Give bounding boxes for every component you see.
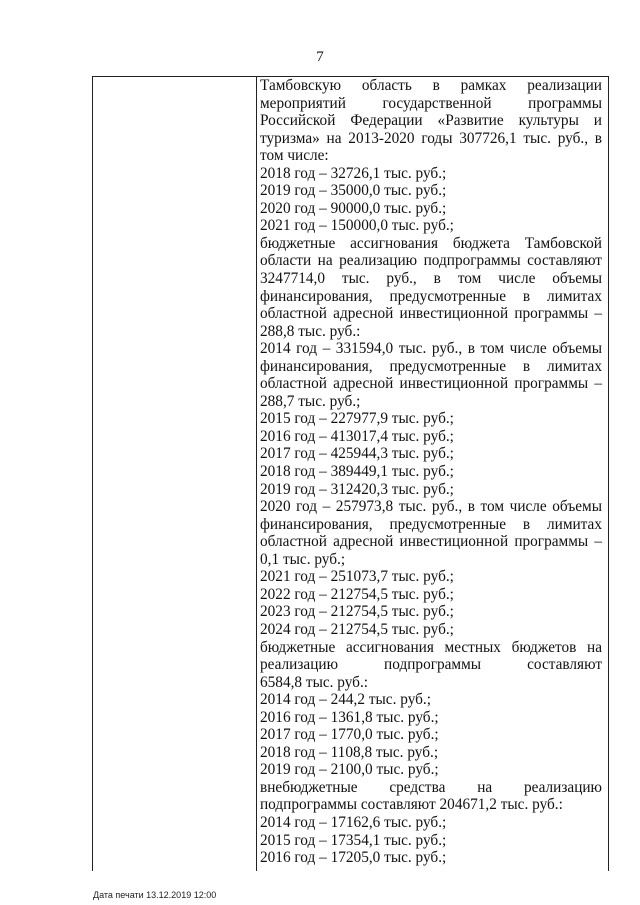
text-line: 2018 год – 32726,1 тыс. руб.;	[260, 164, 447, 182]
text-line: 2016 год – 17205,0 тыс. руб.;	[260, 849, 447, 867]
print-date: Дата печати 13.12.2019 12:00	[93, 890, 217, 900]
text-line: реализацию подпрограммы составляют	[260, 656, 602, 674]
text-line: областной адресной инвестиционной программы –	[260, 533, 602, 551]
text-line: 2020 год – 90000,0 тыс. руб.;	[260, 199, 447, 217]
text-line: 2016 год – 413017,4 тыс. руб.;	[260, 427, 454, 445]
text-line: 2014 год – 244,2 тыс. руб.;	[260, 691, 431, 709]
text-line: 0,1 тыс. руб.;	[260, 550, 346, 568]
text-line: 2021 год – 251073,7 тыс. руб.;	[260, 568, 454, 586]
text-line: том числе:	[260, 147, 329, 165]
text-line: 2014 год – 17162,6 тыс. руб.;	[260, 813, 447, 831]
text-line: 2019 год – 2100,0 тыс. руб.;	[260, 761, 439, 779]
text-line: 288,8 тыс. руб.:	[260, 322, 361, 340]
text-line: 2017 год – 1770,0 тыс. руб.;	[260, 726, 439, 744]
text-line: 2024 год – 212754,5 тыс. руб.;	[260, 620, 454, 638]
text-line: туризма» на 2013-2020 годы 307726,1 тыс. руб., в	[260, 129, 602, 147]
text-line: 2017 год – 425944,3 тыс. руб.;	[260, 445, 454, 463]
text-line: 288,7 тыс. руб.;	[260, 392, 361, 410]
text-line: 2014 год – 331594,0 тыс. руб., в том числе объемы	[260, 340, 602, 358]
column-divider	[256, 77, 257, 871]
text-line: 2023 год – 212754,5 тыс. руб.;	[260, 603, 454, 621]
text-line: 2018 год – 389449,1 тыс. руб.;	[260, 463, 454, 481]
text-line: 2015 год – 17354,1 тыс. руб.;	[260, 831, 447, 849]
text-line: Российской Федерации «Развитие культуры и	[260, 112, 602, 130]
text-line: 2018 год – 1108,8 тыс. руб.;	[260, 743, 439, 761]
text-line: финансирования, предусмотренные в лимитах	[260, 287, 602, 305]
page-number: 7	[316, 49, 324, 65]
text-line: 2020 год – 257973,8 тыс. руб., в том числе объемы	[260, 498, 602, 516]
text-line: 6584,8 тыс. руб.:	[260, 673, 369, 691]
text-line: 2019 год – 35000,0 тыс. руб.;	[260, 182, 447, 200]
text-line: 2016 год – 1361,8 тыс. руб.;	[260, 708, 439, 726]
funding-table	[92, 76, 609, 871]
text-line: 2015 год – 227977,9 тыс. руб.;	[260, 410, 454, 428]
text-line: Тамбовскую область в рамках реализации	[260, 77, 602, 94]
text-line: областной адресной инвестиционной программы –	[260, 375, 602, 393]
text-line: области на реализацию подпрограммы составляют	[260, 252, 602, 270]
text-line: мероприятий государственной программы	[260, 94, 602, 112]
text-line: 2019 год – 312420,3 тыс. руб.;	[260, 480, 454, 498]
text-line: 2022 год – 212754,5 тыс. руб.;	[260, 585, 454, 603]
text-line: подпрограммы составляют 204671,2 тыс. руб.:	[260, 796, 563, 814]
text-line: финансирования, предусмотренные в лимитах	[260, 357, 602, 375]
text-line: 3247714,0 тыс. руб., в том числе объемы	[260, 270, 602, 288]
text-line: областной адресной инвестиционной программы –	[260, 305, 602, 323]
text-line: бюджетные ассигнования местных бюджетов на	[260, 638, 602, 656]
text-line: 2021 год – 150000,0 тыс. руб.;	[260, 217, 454, 235]
text-line: финансирования, предусмотренные в лимитах	[260, 515, 602, 533]
text-line: внебюджетные средства на реализацию	[260, 778, 602, 796]
funding-text-cell	[260, 77, 602, 867]
text-line: бюджетные ассигнования бюджета Тамбовской	[260, 234, 602, 252]
